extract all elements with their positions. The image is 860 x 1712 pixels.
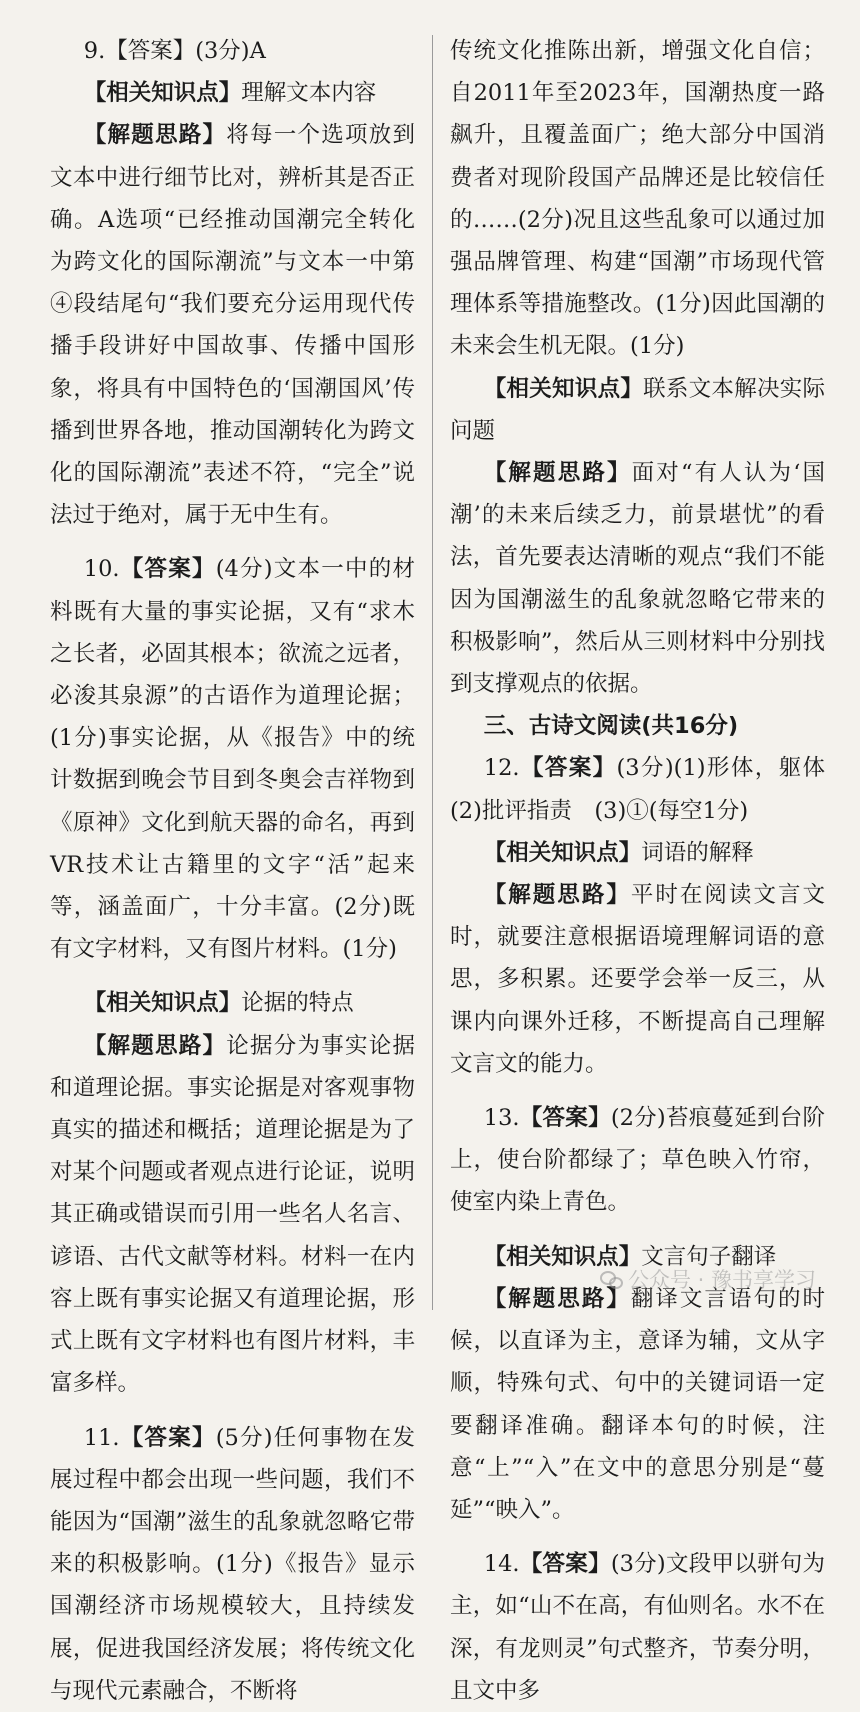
q11-knowledge [450, 368, 825, 452]
answer-label: 【答案】 [119, 1424, 216, 1451]
knowledge-text: 联系文本解决实际问题 [450, 375, 825, 444]
q12-knowledge [450, 832, 825, 874]
knowledge-text: 论据的特点 [241, 990, 354, 1017]
knowledge-label: 【相关知识点】 [483, 375, 644, 402]
answer-label: 【答案】 [519, 755, 617, 782]
answer-text: (3分)文段甲以骈句为主，如“山不在高，有仙则名。水不在深，有龙则灵”句式整齐，节奏分明，且文中多 [450, 1551, 825, 1704]
q14-answer [450, 1543, 825, 1712]
q10-idea [50, 1025, 415, 1405]
knowledge-label: 【相关知识点】 [83, 80, 242, 107]
answer-label: 【答案】 [519, 1551, 611, 1578]
answer-label: 【答案】 [519, 1105, 611, 1132]
q9-answer: 9.【答案】(3分)A [83, 38, 266, 64]
knowledge-text: 理解文本内容 [241, 80, 377, 107]
watermark [600, 1264, 816, 1294]
knowledge-label: 【相关知识点】 [83, 990, 242, 1017]
column-divider [432, 35, 433, 1310]
q13-idea [450, 1278, 825, 1531]
q12-answer [450, 747, 825, 831]
section-title: 三、古诗文阅读(共16分) [483, 713, 739, 740]
question-number: 11. [83, 1424, 120, 1451]
q13-answer [450, 1097, 825, 1224]
answer-label: 【答案】 [119, 556, 216, 583]
answer-text: (4分)文本一中的材料既有大量的事实论据，又有“求木之长者，必固其根本；欲流之远者，必浚其泉源”的古语作为道理论据；(1分)事实论据，从《报告》中的统计数据到晚会节目到冬奥会吉祥物到《原神》文化到航天器的命名，再到VR技术让古籍里的文字“活”起来等，涵盖面广，十分丰富。(2分)既有文字材料，又有图片材料。(1分) [50, 556, 415, 963]
question-number: 14. [483, 1551, 520, 1578]
q9-knowledge [50, 72, 415, 114]
answer-text: (5分)任何事物在发展过程中都会出现一些问题，我们不能因为“国潮”滋生的乱象就忽略它带来的积极影响。(1分)《报告》显示国潮经济市场规模较大，且持续发展，促进我国经济发展；将传统文化与现代元素融合，不断将 [50, 1424, 415, 1704]
right-column [450, 30, 825, 1712]
idea-text: 面对“有人认为‘国潮’的未来后续乏力，前景堪忧”的看法，首先要表达清晰的观点“我们不能因为国潮滋生的乱象就忽略它带来的积极影响”，然后从三则材料中分别找到支撑观点的依据。 [450, 460, 825, 698]
knowledge-text: 文言句子翻译 [641, 1243, 777, 1270]
q11-answer-continued: 传统文化推陈出新，增强文化自信；自2011年至2023年，国潮热度一路飙升，且覆盖面广；绝大部分中国消费者对现阶段国产品牌还是比较信任的……(2分)况且这些乱象可以通过加强品牌管理、构建“国潮”市场现代管理体系等措施整改。(1分)因此国潮的未来会生机无限。(1分) [450, 38, 825, 360]
q10-answer [50, 548, 415, 970]
question-number: 12. [483, 755, 520, 782]
knowledge-label: 【相关知识点】 [483, 839, 642, 866]
idea-label: 【解题思路】 [83, 1032, 227, 1059]
question-number: 10. [83, 556, 120, 583]
q12-idea [450, 874, 825, 1085]
q9-idea [50, 114, 415, 536]
question-number: 13. [483, 1105, 520, 1132]
answer-text: (2分)苔痕蔓延到台阶上，使台阶都绿了；草色映入竹帘，使室内染上青色。 [450, 1105, 825, 1216]
idea-text: 平时在阅读文言文时，就要注意根据语境理解词语的意思，多积累。还要学会举一反三，从课内向课外迁移，不断提高自己理解文言文的能力。 [450, 882, 825, 1077]
q10-knowledge [50, 982, 415, 1024]
q11-answer [50, 1417, 415, 1712]
answer-text: (3分)(1)形体，躯体(2)批评指责 (3)①(每空1分) [450, 755, 825, 824]
knowledge-label: 【相关知识点】 [483, 1243, 642, 1270]
idea-text: 将每一个选项放到文本中进行细节比对，辨析其是否正确。A选项“已经推动国潮完全转化为跨文化的国际潮流”与文本一中第④段结尾句“我们要充分运用现代传播手段讲好中国故事、传播中国形象，将具有中国特色的‘国潮国风’传播到世界各地，推动国潮转化为跨文化的国际潮流”表述不符，“完全”说法过于绝对，属于无中生有。 [50, 122, 415, 529]
left-column [50, 30, 415, 1712]
idea-label: 【解题思路】 [83, 122, 227, 149]
idea-label: 【解题思路】 [483, 1285, 631, 1312]
idea-label: 【解题思路】 [483, 882, 631, 909]
idea-text: 论据分为事实论据和道理论据。事实论据是对客观事物真实的描述和概括；道理论据是为了对某个问题或者观点进行论证，说明其正确或错误而引用一些名人名言、谚语、古代文献等材料。材料一在内容上既有事实论据又有道理论据，形式上既有文字材料也有图片材料，丰富多样。 [50, 1032, 415, 1397]
watermark-text: 公众号 · 豫书享学习 [628, 1268, 817, 1292]
q11-idea [450, 452, 825, 705]
idea-label: 【解题思路】 [483, 460, 632, 487]
wechat-icon [600, 1269, 622, 1289]
knowledge-text: 词语的解释 [641, 839, 754, 866]
idea-text: 翻译文言语句的时候，以直译为主，意译为辅，文从字顺，特殊句式、句中的关键词语一定要翻译准确。翻译本句的时候，注意“上”“入”在文中的意思分别是“蔓延”“映入”。 [450, 1285, 825, 1523]
